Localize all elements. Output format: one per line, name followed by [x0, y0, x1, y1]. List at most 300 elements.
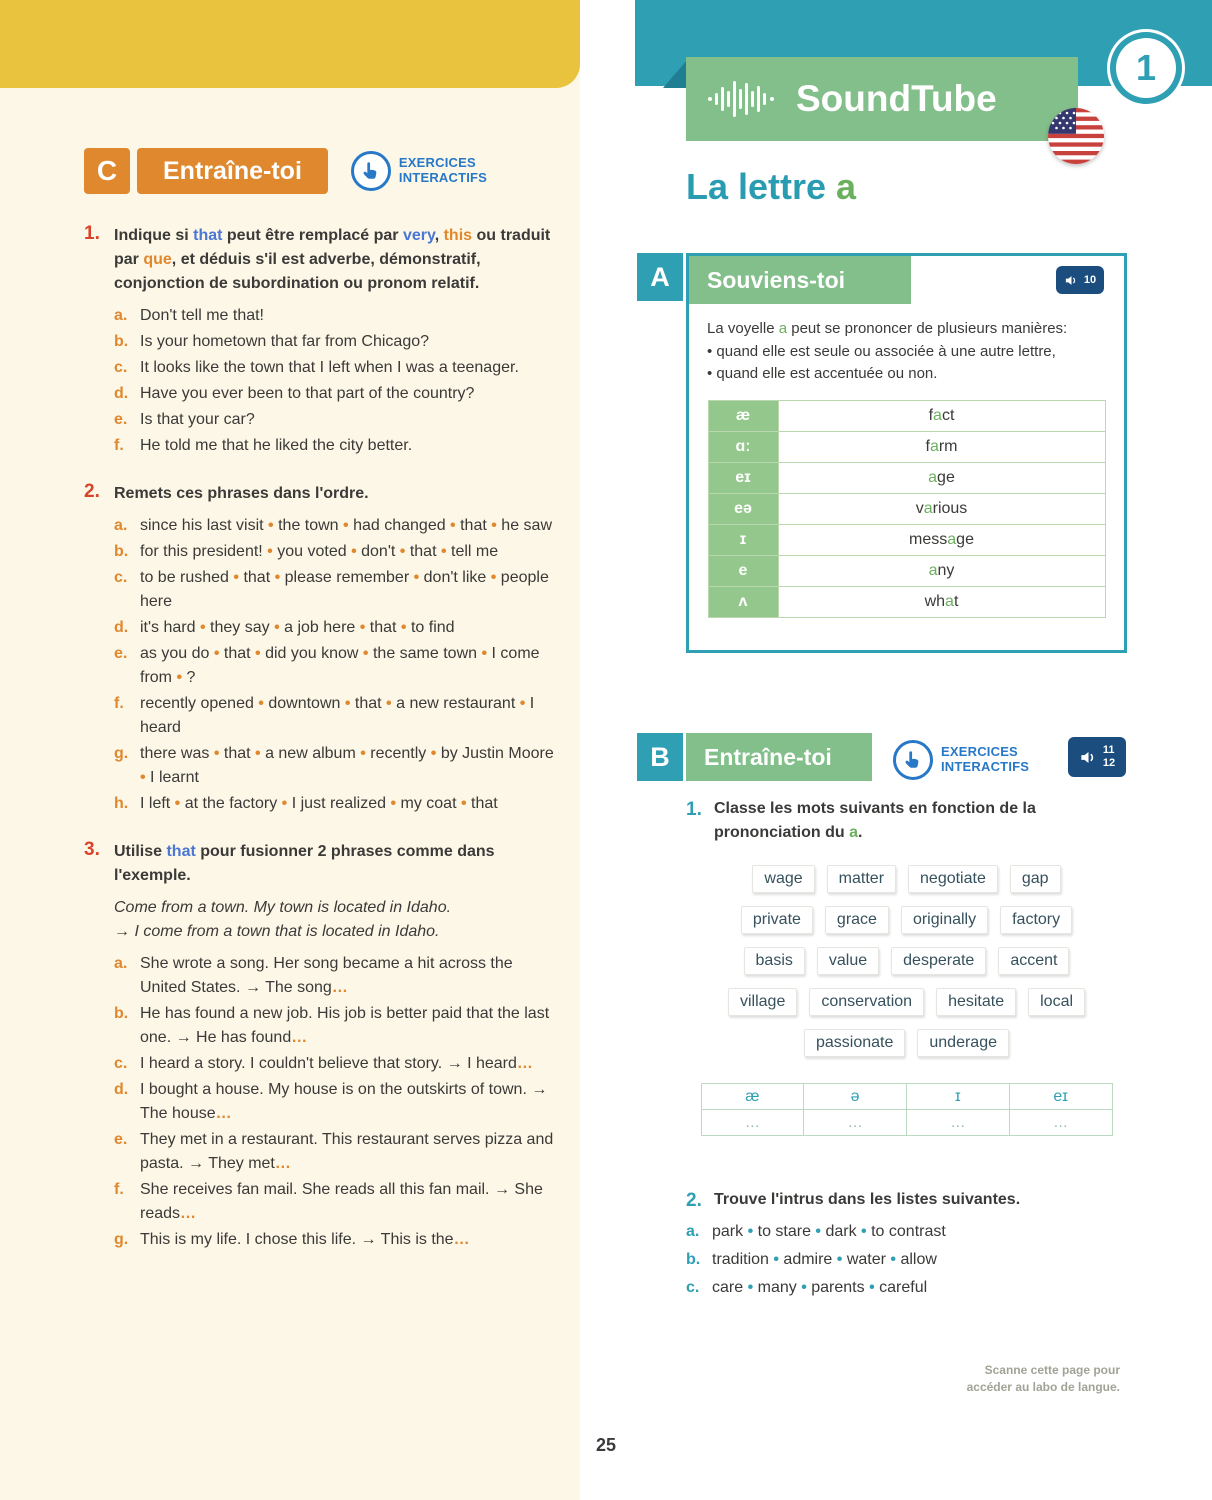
bullet-separator: •	[832, 1251, 847, 1268]
audio-tracks-button[interactable]	[1068, 737, 1126, 777]
bullet-separator: •	[346, 543, 362, 560]
lesson-title	[686, 166, 856, 208]
box-a-title: Souviens-toi	[689, 256, 911, 304]
bullet-separator: •	[355, 745, 371, 762]
interactive-label-line1: EXERCICES	[941, 744, 1018, 760]
item-label: c.	[114, 1055, 128, 1072]
word-chip: factory	[1000, 906, 1072, 934]
item-segment: many	[757, 1279, 797, 1296]
item-label: g.	[114, 745, 129, 762]
item-label: b.	[114, 1005, 129, 1022]
item-label: b.	[114, 543, 129, 560]
answer-ellipsis: …	[215, 1105, 232, 1122]
bullet-separator: •	[250, 745, 266, 762]
item-segment: I left	[140, 795, 171, 812]
item-label: f.	[114, 437, 124, 454]
exercise-b1-instruction	[686, 797, 1127, 845]
item-text	[712, 1251, 937, 1268]
pronunciation-notes	[707, 341, 1106, 386]
interactive-exercises-link[interactable]	[351, 151, 487, 191]
item-label: a.	[114, 517, 128, 534]
scan-note-line2: accéder au labo de langue.	[966, 1379, 1120, 1394]
phonetic-example-word: various	[778, 493, 1105, 524]
item-segment: since his last visit	[140, 517, 264, 534]
phonetics-table	[708, 400, 1106, 618]
intro-text-2: peut se prononcer de plusieurs manières:	[787, 320, 1068, 337]
instruction-part: peut être remplacé par	[222, 227, 403, 244]
word-chip: value	[817, 947, 879, 975]
item-text	[140, 517, 552, 534]
bullet-separator: •	[270, 569, 285, 586]
bullet-separator: •	[209, 645, 224, 662]
item-segment: I learnt	[150, 769, 199, 786]
bullet-separator: •	[477, 645, 492, 662]
instruction-part: que	[143, 251, 172, 268]
hand-pointer-glyph	[902, 749, 924, 771]
word-chip-row	[686, 988, 1127, 1016]
item-segment: recently opened	[140, 695, 254, 712]
bullet-separator: •	[486, 569, 501, 586]
item-segment: careful	[879, 1279, 928, 1296]
item-segment: to stare	[757, 1223, 811, 1240]
exercise-c1	[84, 224, 558, 458]
instruction-part: that	[193, 227, 223, 244]
exercise-item	[114, 616, 558, 640]
word-chip: matter	[827, 865, 896, 893]
instruction-part: pour fusionner 2 phrases comme dans l'exemple.	[114, 843, 495, 884]
phonetic-row	[708, 524, 1105, 555]
word-chip-row	[686, 947, 1127, 975]
item-segment: ?	[186, 669, 196, 686]
item-text: He has found a new job. His job is better paid that the last one. → He has found…	[140, 1005, 550, 1046]
item-label: d.	[114, 1081, 129, 1098]
bullet-separator: •	[340, 695, 355, 712]
word-chip: basis	[744, 947, 805, 975]
bullet-separator: •	[386, 795, 401, 812]
item-segment: to contrast	[871, 1223, 946, 1240]
phonetic-symbol: eɪ	[708, 462, 778, 493]
word-chip: hesitate	[936, 988, 1016, 1016]
answer-ellipsis: …	[453, 1231, 470, 1248]
item-segment: tradition	[712, 1251, 769, 1268]
answer-table-cell: …	[907, 1110, 1010, 1136]
item-text	[140, 645, 540, 686]
box-a-body	[689, 304, 1124, 618]
phonetic-example-word: fact	[778, 400, 1105, 431]
word-chip: passionate	[804, 1029, 905, 1057]
exercise-item	[114, 408, 558, 432]
item-segment: please remember	[284, 569, 410, 586]
item-text	[140, 795, 498, 812]
example-answer: → I come from a town that is located in Idaho.	[114, 923, 440, 940]
page-number: 25	[595, 1435, 617, 1455]
word-chip: originally	[901, 906, 988, 934]
answer-table-header: æ	[701, 1084, 804, 1110]
bullet-separator: •	[395, 543, 410, 560]
item-label: d.	[114, 385, 129, 402]
item-text: I heard a story. I couldn't believe that story. → I heard…	[140, 1055, 533, 1072]
exercise-item-list	[114, 514, 558, 816]
bullet-separator: •	[253, 695, 269, 712]
item-segment: as you do	[140, 645, 210, 662]
exercise-item	[114, 1228, 558, 1252]
example-block	[114, 896, 558, 944]
item-text: Is that your car?	[140, 411, 255, 428]
box-a-badge: A	[637, 253, 683, 301]
accent-letter: a	[928, 468, 938, 486]
item-segment: don't like	[423, 569, 487, 586]
phonetic-symbol: æ	[708, 400, 778, 431]
item-segment: that	[460, 517, 487, 534]
item-segment: that	[223, 745, 251, 762]
exercise-item	[114, 1128, 558, 1176]
exercise-c2	[84, 482, 558, 816]
scan-note-line1: Scanne cette page pour	[984, 1363, 1120, 1377]
item-text	[140, 543, 498, 560]
phonetic-example-word: farm	[778, 431, 1105, 462]
exercise-item-list	[686, 1220, 1127, 1300]
item-text	[140, 569, 549, 610]
item-segment: care	[712, 1279, 744, 1296]
bullet-separator: •	[338, 517, 354, 534]
item-segment: that	[243, 569, 271, 586]
bullet-separator: •	[768, 1251, 784, 1268]
speaker-icon	[1064, 273, 1079, 288]
instruction-text: Classe les mots suivants en fonction de la prononciation du	[714, 800, 1036, 841]
word-chip-grid	[686, 865, 1127, 1057]
item-segment: I just realized	[291, 795, 386, 812]
item-text	[140, 619, 455, 636]
exercise-item	[114, 792, 558, 816]
section-c-badge: C	[84, 148, 130, 194]
exercise-item	[114, 434, 558, 458]
exercise-item	[114, 742, 558, 790]
answer-table-cell: …	[701, 1110, 804, 1136]
bullet-separator: •	[228, 569, 244, 586]
accent-letter: a	[928, 561, 938, 579]
waveform-icon	[708, 79, 780, 119]
word-chip-row	[686, 906, 1127, 934]
hand-click-icon	[351, 151, 391, 191]
exercise-item	[114, 330, 558, 354]
bullet-separator: •	[381, 695, 397, 712]
item-segment: did you know	[265, 645, 359, 662]
exercise-number: 3.	[84, 839, 100, 860]
phonetic-example-word: message	[778, 524, 1105, 555]
word-chip: private	[741, 906, 813, 934]
item-segment: you voted	[277, 543, 347, 560]
item-segment: I come from	[140, 645, 540, 686]
audio-track-number: 12	[1102, 757, 1116, 769]
bullet-separator: •	[445, 517, 461, 534]
exercise-item-list	[114, 952, 558, 1252]
instruction-accent: a	[849, 824, 858, 841]
accent-letter: a	[947, 530, 957, 548]
item-label: c.	[686, 1279, 700, 1296]
box-b-title: Entraîne-toi	[686, 733, 872, 781]
left-page-column	[0, 0, 580, 1500]
item-segment: downtown	[268, 695, 341, 712]
exercise-item	[114, 566, 558, 614]
instruction-part: , et déduis s'il est adverbe, démonstratif, conjonction de subordination ou pronom relatif.	[114, 251, 481, 292]
bullet-separator: •	[796, 1279, 812, 1296]
bullet-separator: •	[864, 1279, 880, 1296]
item-text: This is my life. I chose this life. → This is the…	[140, 1231, 470, 1248]
pronunciation-intro	[707, 318, 1106, 341]
word-chip: negotiate	[908, 865, 998, 893]
bullet-separator: •	[170, 795, 185, 812]
item-segment: by Justin Moore	[440, 745, 554, 762]
bullet-separator: •	[810, 1223, 826, 1240]
exercise-item	[114, 1002, 558, 1050]
item-segment: at the factory	[184, 795, 278, 812]
item-segment: he saw	[501, 517, 552, 534]
bullet-separator: •	[262, 543, 278, 560]
item-text	[140, 695, 534, 736]
audio-track-button[interactable]	[1056, 266, 1104, 294]
item-segment: admire	[783, 1251, 833, 1268]
lesson-title-text: La lettre	[686, 166, 837, 207]
item-segment: that	[369, 619, 397, 636]
phonetic-row	[708, 400, 1105, 431]
scan-page-note	[880, 1362, 1120, 1396]
phonetic-example-word: any	[778, 555, 1105, 586]
item-label: c.	[114, 359, 128, 376]
word-chip: wage	[752, 865, 814, 893]
word-chip: gap	[1010, 865, 1061, 893]
bullet-separator: •	[277, 795, 292, 812]
item-text: Have you ever been to that part of the country?	[140, 385, 475, 402]
answer-ellipsis: …	[291, 1029, 308, 1046]
item-segment: there was	[140, 745, 210, 762]
item-label: g.	[114, 1231, 129, 1248]
item-label: a.	[114, 955, 128, 972]
answer-table-header-row	[701, 1084, 1112, 1110]
item-label: h.	[114, 795, 129, 812]
exercise-b1	[686, 797, 1127, 1136]
phonetic-row	[708, 431, 1105, 462]
exercise-item	[114, 1052, 558, 1076]
bullet-separator: •	[195, 619, 211, 636]
classification-table	[701, 1083, 1113, 1136]
item-label: e.	[114, 411, 128, 428]
note-line: • quand elle est accentuée ou non.	[707, 363, 1106, 386]
exercise-b2	[686, 1188, 1127, 1304]
bullet-separator: •	[209, 745, 224, 762]
audio-track-number: 11	[1102, 744, 1115, 757]
item-label: e.	[114, 1131, 128, 1148]
exercise-instruction: Remets ces phrases dans l'ordre.	[114, 485, 369, 502]
item-segment: parents	[811, 1279, 865, 1296]
answer-ellipsis: …	[274, 1155, 291, 1172]
word-chip: village	[728, 988, 797, 1016]
item-segment: I heard	[140, 695, 535, 736]
item-segment: had changed	[353, 517, 446, 534]
exercise-item-list	[114, 304, 558, 458]
answer-table-cell: …	[804, 1110, 907, 1136]
phonetic-symbol: ɪ	[708, 524, 778, 555]
item-segment: allow	[900, 1251, 937, 1268]
exercise-number: 2.	[686, 1190, 702, 1211]
word-chip: grace	[825, 906, 889, 934]
item-segment: that	[354, 695, 382, 712]
instruction-part: very	[402, 227, 435, 244]
phonetic-row	[708, 493, 1105, 524]
left-content	[84, 148, 558, 1276]
exercise-c3	[84, 840, 558, 1252]
bullet-separator: •	[409, 569, 424, 586]
instruction-text-2: .	[858, 824, 863, 841]
instruction-text: Trouve l'intrus dans les listes suivantes.	[714, 1191, 1021, 1208]
phonetic-symbol: eə	[708, 493, 778, 524]
item-text: He told me that he liked the city better.	[140, 437, 413, 454]
intro-accent: a	[778, 320, 788, 337]
answer-ellipsis: …	[331, 979, 348, 996]
item-label: d.	[114, 619, 129, 636]
instruction-part: this	[443, 227, 473, 244]
bullet-separator: •	[358, 645, 373, 662]
item-segment: that	[471, 795, 498, 812]
answer-ellipsis: …	[180, 1205, 197, 1222]
item-segment: it's hard	[140, 619, 196, 636]
section-c-title: Entraîne-toi	[137, 148, 328, 194]
item-text: They met in a restaurant. This restaurant serves pizza and pasta. → They met…	[140, 1131, 554, 1172]
exercise-number: 1.	[686, 799, 702, 820]
bullet-separator: •	[515, 695, 530, 712]
item-text	[140, 745, 554, 786]
example-sentence: Come from a town. My town is located in Idaho.	[114, 899, 452, 916]
item-segment: dark	[825, 1223, 857, 1240]
souviens-toi-box	[686, 253, 1127, 653]
exercise-item	[114, 1078, 558, 1126]
bullet-separator: •	[456, 795, 472, 812]
item-segment: a job here	[284, 619, 356, 636]
box-a-header	[689, 256, 1124, 304]
audio-track-number: 10	[1083, 273, 1097, 286]
box-b-badge: B	[637, 733, 683, 781]
word-chip: desperate	[891, 947, 986, 975]
answer-table-cell: …	[1009, 1110, 1112, 1136]
word-chip: local	[1028, 988, 1085, 1016]
item-segment: the same town	[372, 645, 478, 662]
exercise-b2-instruction	[686, 1188, 1127, 1212]
item-segment: that	[409, 543, 437, 560]
item-segment: for this president!	[140, 543, 263, 560]
item-label: a.	[114, 307, 128, 324]
item-segment: to find	[410, 619, 455, 636]
answer-table-header: ə	[804, 1084, 907, 1110]
word-chip: underage	[917, 1029, 1009, 1057]
word-chip-row	[686, 1029, 1127, 1057]
instruction-part: Indique si	[114, 227, 194, 244]
phonetic-row	[708, 462, 1105, 493]
item-label: f.	[114, 1181, 124, 1198]
us-flag-icon	[1048, 108, 1104, 164]
exercise-item	[686, 1248, 1127, 1272]
interactive-label-line2: INTERACTIFS	[941, 759, 1030, 774]
word-chip: accent	[998, 947, 1069, 975]
instruction-part: ,	[434, 227, 444, 244]
item-text: It looks like the town that I left when I was a teenager.	[140, 359, 519, 376]
item-text	[712, 1279, 927, 1296]
bullet-separator: •	[885, 1251, 901, 1268]
item-label: c.	[114, 569, 128, 586]
exercise-instruction	[114, 840, 558, 888]
exercise-item	[114, 514, 558, 538]
item-segment: a new restaurant	[396, 695, 516, 712]
phonetic-symbol: ʌ	[708, 586, 778, 617]
bullet-separator: •	[743, 1279, 758, 1296]
exercise-item	[686, 1276, 1127, 1300]
item-segment: don't	[361, 543, 396, 560]
accent-letter: a	[923, 499, 933, 517]
accent-letter: a	[929, 437, 939, 455]
instruction-part: that	[166, 843, 196, 860]
item-text: Don't tell me that!	[140, 307, 264, 324]
exercise-number: 2.	[84, 481, 100, 502]
bullet-separator: •	[355, 619, 370, 636]
bullet-separator: •	[396, 619, 411, 636]
item-label: b.	[686, 1251, 701, 1268]
exercise-instruction	[114, 224, 558, 296]
exercise-item	[686, 1220, 1127, 1244]
instruction-part: Utilise	[114, 843, 167, 860]
interactive-exercises-label	[399, 156, 487, 186]
bullet-separator: •	[250, 645, 266, 662]
phonetic-symbol: ɑː	[708, 431, 778, 462]
answer-table-row	[701, 1110, 1112, 1136]
bullet-separator: •	[263, 517, 279, 534]
bullet-separator: •	[172, 669, 187, 686]
interactive-label-line1: EXERCICES	[398, 155, 476, 171]
bullet-separator: •	[269, 619, 285, 636]
soundtube-banner	[686, 57, 1078, 141]
item-segment: my coat	[400, 795, 457, 812]
item-segment: tell me	[451, 543, 499, 560]
bullet-separator: •	[743, 1223, 758, 1240]
item-text: I bought a house. My house is on the outskirts of town. → The house…	[140, 1081, 548, 1122]
hand-click-icon	[893, 740, 933, 780]
exercise-item	[114, 356, 558, 380]
intro-text: La voyelle	[707, 320, 779, 337]
item-label: b.	[114, 333, 129, 350]
item-text	[712, 1223, 946, 1240]
interactive-exercises-link[interactable]	[893, 740, 1029, 780]
exercise-item	[114, 1178, 558, 1226]
accent-letter: a	[933, 406, 942, 424]
lesson-title-accent: a	[836, 166, 857, 207]
phonetic-row	[708, 586, 1105, 617]
answer-table-header: ɪ	[907, 1084, 1010, 1110]
item-segment: they say	[210, 619, 270, 636]
item-label: a.	[686, 1223, 700, 1240]
item-text: She wrote a song. Her song became a hit across the United States. → The song…	[140, 955, 513, 996]
item-segment: to be rushed	[140, 569, 229, 586]
answer-table-header: eɪ	[1009, 1084, 1112, 1110]
interactive-exercises-label	[941, 745, 1029, 775]
exercise-item	[114, 382, 558, 406]
exercise-item	[114, 540, 558, 564]
item-label: e.	[114, 645, 128, 662]
exercise-item	[114, 952, 558, 1000]
top-yellow-band	[0, 0, 580, 88]
bullet-separator: •	[436, 543, 452, 560]
unit-number-badge: 1	[1116, 38, 1176, 98]
item-segment: the town	[278, 517, 339, 534]
soundtube-title: SoundTube	[796, 78, 997, 119]
item-text: Is your hometown that far from Chicago?	[140, 333, 430, 350]
bullet-separator: •	[426, 745, 441, 762]
